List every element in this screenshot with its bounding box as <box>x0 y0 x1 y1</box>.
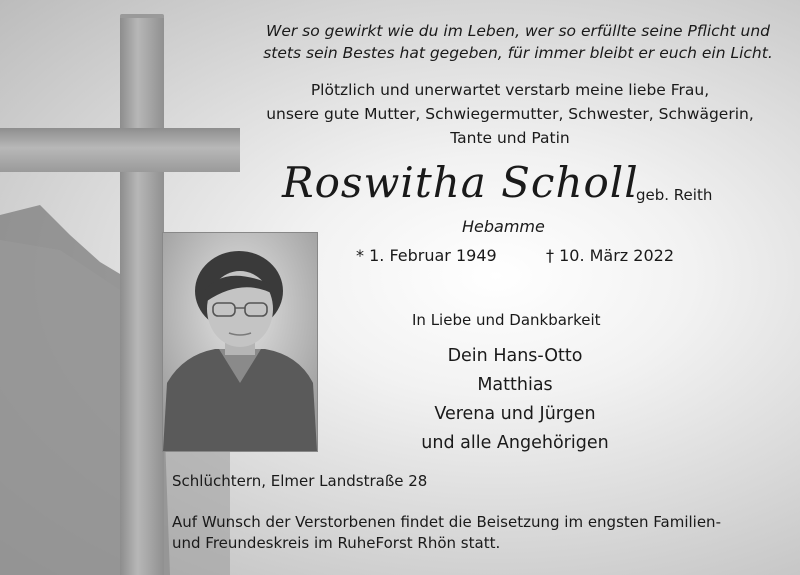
deceased-name: Roswitha Scholl <box>282 158 639 207</box>
gratitude-line: In Liebe und Dankbarkeit <box>412 311 601 329</box>
portrait-photo <box>162 232 318 452</box>
birth-date: * 1. Februar 1949 <box>356 246 497 265</box>
death-date: † 10. März 2022 <box>546 246 675 265</box>
announcement-line: unsere gute Mutter, Schwiegermutter, Schwester, Schwägerin, <box>266 105 754 123</box>
burial-note <box>172 512 782 554</box>
maiden-name: geb. Reith <box>636 186 713 204</box>
verse-line: Wer so gewirkt wie du im Leben, wer so erfüllte seine Pflicht und <box>266 22 770 40</box>
occupation: Hebamme <box>462 217 545 236</box>
mourner: Matthias <box>477 375 553 395</box>
death-announcement <box>240 78 780 150</box>
cross-horizontal-beam <box>0 128 240 172</box>
mourners-list <box>380 342 650 458</box>
announcement-line: Tante und Patin <box>450 129 570 147</box>
cross-vertical-beam <box>120 18 164 575</box>
mourner: Dein Hans-Otto <box>447 346 583 366</box>
mourner: und alle Angehörigen <box>421 433 609 453</box>
announcement-line: Plötzlich und unerwartet verstarb meine liebe Frau, <box>310 81 710 99</box>
verse-line: stets sein Bestes hat gegeben, für immer bleibt er euch ein Licht. <box>263 44 773 62</box>
burial-line: Auf Wunsch der Verstorbenen findet die Beisetzung im engsten Familien- <box>172 513 721 531</box>
burial-line: und Freundeskreis im RuheForst Rhön statt. <box>172 534 501 552</box>
family-address: Schlüchtern, Elmer Landstraße 28 <box>172 472 428 490</box>
memorial-verse <box>248 20 788 64</box>
mourner: Verena und Jürgen <box>434 404 596 424</box>
